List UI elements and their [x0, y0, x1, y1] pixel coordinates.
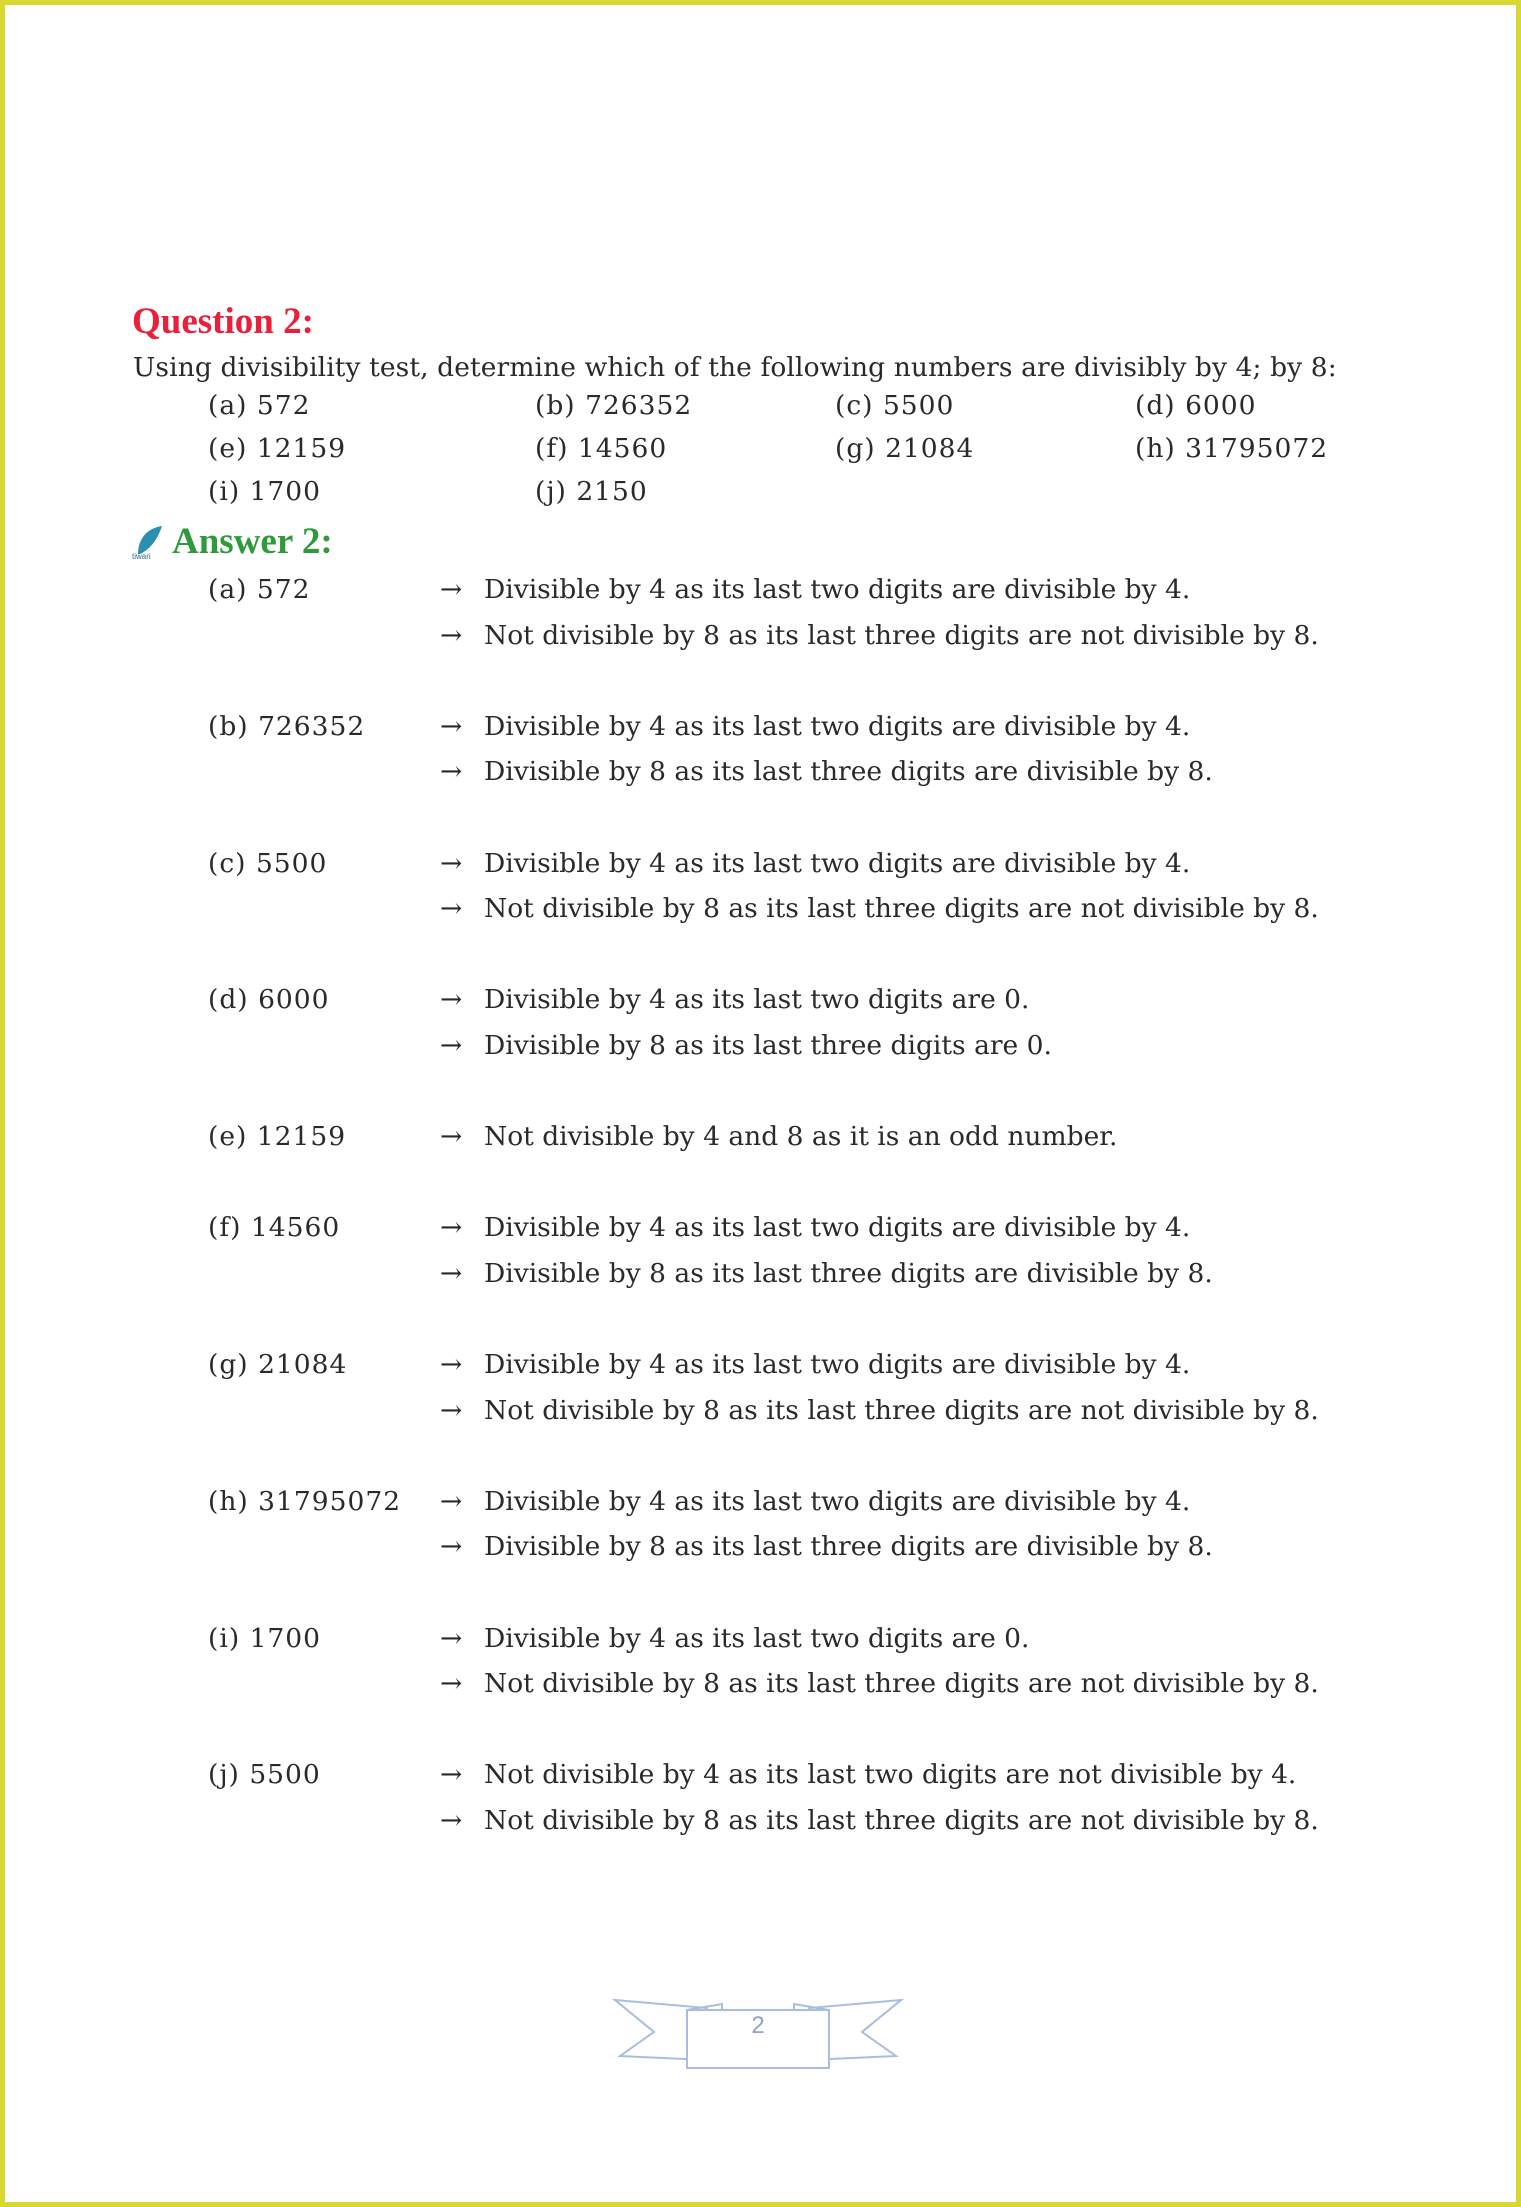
- page-number-ribbon: [612, 1988, 904, 2070]
- answer-line: [440, 1524, 1408, 1570]
- answer-line: [440, 1114, 1408, 1160]
- page-number: 2: [751, 2012, 765, 2039]
- answer-label: (j) 5500: [208, 1759, 321, 1791]
- answer-line-text: Divisible by 8 as its last three digits are divisible by 8.: [484, 1531, 1213, 1563]
- arrow-icon: →: [440, 1805, 463, 1837]
- answer-line: [440, 1342, 1408, 1388]
- question-option: (h) 31795072: [1135, 433, 1329, 464]
- answer-header: [132, 520, 333, 563]
- arrow-icon: →: [440, 574, 463, 605]
- answer-line-text: Not divisible by 4 and 8 as it is an odd number.: [484, 1121, 1118, 1153]
- answer-line-text: Divisible by 4 as its last two digits are divisible by 4.: [484, 574, 1191, 605]
- answer-line-text: Not divisible by 8 as its last three digits are not divisible by 8.: [484, 619, 1319, 651]
- answer-entry: [208, 1205, 1408, 1296]
- question-heading: Question 2:: [132, 301, 314, 342]
- answer-line-text: Not divisible by 8 as its last three digits are not divisible by 8.: [484, 893, 1319, 925]
- answer-line-text: Not divisible by 8 as its last three digits are not divisible by 8.: [484, 1394, 1319, 1426]
- arrow-icon: →: [440, 1759, 463, 1791]
- arrow-icon: →: [440, 710, 463, 742]
- answer-entry: [208, 1342, 1408, 1433]
- answer-line: [440, 1661, 1408, 1707]
- arrow-icon: →: [440, 1257, 463, 1289]
- question-option: (j) 2150: [535, 476, 648, 507]
- arrow-icon: →: [440, 893, 463, 925]
- answer-label: (f) 14560: [208, 1212, 341, 1244]
- answer-line-text: Divisible by 4 as its last two digits are divisible by 4.: [484, 1485, 1191, 1517]
- answer-label: (d) 6000: [208, 984, 330, 1016]
- answer-line: [440, 749, 1408, 795]
- answer-line-text: Divisible by 8 as its last three digits are divisible by 8.: [484, 756, 1213, 788]
- answer-line: [440, 977, 1408, 1023]
- question-text: Using divisibility test, determine which of the following numbers are divisibly by 4; by 8:: [133, 352, 1337, 383]
- arrow-icon: →: [440, 1668, 463, 1700]
- answer-entry: [208, 841, 1408, 932]
- answer-label: (h) 31795072: [208, 1485, 402, 1517]
- answer-list: [208, 567, 1408, 1889]
- answer-line: [440, 1616, 1408, 1662]
- answer-line: [440, 1798, 1408, 1844]
- answer-entry: [208, 1616, 1408, 1707]
- answer-heading: Answer 2:: [172, 521, 333, 562]
- arrow-icon: →: [440, 1029, 463, 1061]
- answer-line-text: Not divisible by 4 as its last two digits are not divisible by 4.: [484, 1759, 1297, 1791]
- answer-entry: [208, 1479, 1408, 1570]
- question-option: (i) 1700: [208, 476, 322, 507]
- answer-line-text: Divisible by 4 as its last two digits are 0.: [484, 984, 1030, 1016]
- answer-line-text: Divisible by 4 as its last two digits are divisible by 4.: [484, 1349, 1191, 1381]
- arrow-icon: →: [440, 1349, 463, 1381]
- tiwari-logo-icon: [132, 524, 166, 560]
- question-option: (d) 6000: [1135, 390, 1257, 421]
- answer-entry: [208, 567, 1408, 658]
- svg-text:tiwari: tiwari: [132, 551, 151, 560]
- answer-line: [440, 567, 1408, 613]
- answer-line-text: Divisible by 8 as its last three digits are 0.: [484, 1029, 1052, 1061]
- arrow-icon: →: [440, 1121, 463, 1153]
- arrow-icon: →: [440, 984, 463, 1016]
- answer-label: (g) 21084: [208, 1349, 348, 1381]
- question-option: (b) 726352: [535, 390, 693, 421]
- question-option: (c) 5500: [835, 390, 955, 421]
- answer-line-text: Not divisible by 8 as its last three digits are not divisible by 8.: [484, 1805, 1319, 1837]
- answer-entry: [208, 704, 1408, 795]
- answer-line-text: Divisible by 4 as its last two digits are divisible by 4.: [484, 710, 1191, 742]
- answer-line: [440, 1479, 1408, 1525]
- arrow-icon: →: [440, 756, 463, 788]
- arrow-icon: →: [440, 1394, 463, 1426]
- answer-line-text: Divisible by 4 as its last two digits are 0.: [484, 1622, 1030, 1654]
- answer-entry: [208, 1114, 1408, 1160]
- answer-line: [440, 1251, 1408, 1297]
- question-option: (f) 14560: [535, 433, 668, 464]
- arrow-icon: →: [440, 1485, 463, 1517]
- arrow-icon: →: [440, 847, 463, 879]
- answer-line: [440, 613, 1408, 659]
- answer-label: (b) 726352: [208, 710, 366, 742]
- answer-line: [440, 1388, 1408, 1434]
- answer-line-text: Not divisible by 8 as its last three digits are not divisible by 8.: [484, 1668, 1319, 1700]
- answer-line: [440, 704, 1408, 750]
- arrow-icon: →: [440, 1212, 463, 1244]
- arrow-icon: →: [440, 619, 463, 651]
- answer-line-text: Divisible by 4 as its last two digits are divisible by 4.: [484, 1212, 1191, 1244]
- answer-line: [440, 841, 1408, 887]
- answer-label: (a) 572: [208, 574, 311, 605]
- answer-entry: [208, 977, 1408, 1068]
- arrow-icon: →: [440, 1531, 463, 1563]
- arrow-icon: →: [440, 1622, 463, 1654]
- answer-line: [440, 1023, 1408, 1069]
- question-option: (a) 572: [208, 390, 311, 421]
- answer-label: (e) 12159: [208, 1121, 347, 1153]
- question-option: (g) 21084: [835, 433, 975, 464]
- question-option: (e) 12159: [208, 433, 347, 464]
- answer-label: (c) 5500: [208, 847, 328, 879]
- answer-line-text: Divisible by 4 as its last two digits are divisible by 4.: [484, 847, 1191, 879]
- answer-line-text: Divisible by 8 as its last three digits are divisible by 8.: [484, 1257, 1213, 1289]
- answer-line: [440, 1752, 1408, 1798]
- answer-entry: [208, 1752, 1408, 1843]
- answer-label: (i) 1700: [208, 1622, 322, 1654]
- answer-line: [440, 886, 1408, 932]
- answer-line: [440, 1205, 1408, 1251]
